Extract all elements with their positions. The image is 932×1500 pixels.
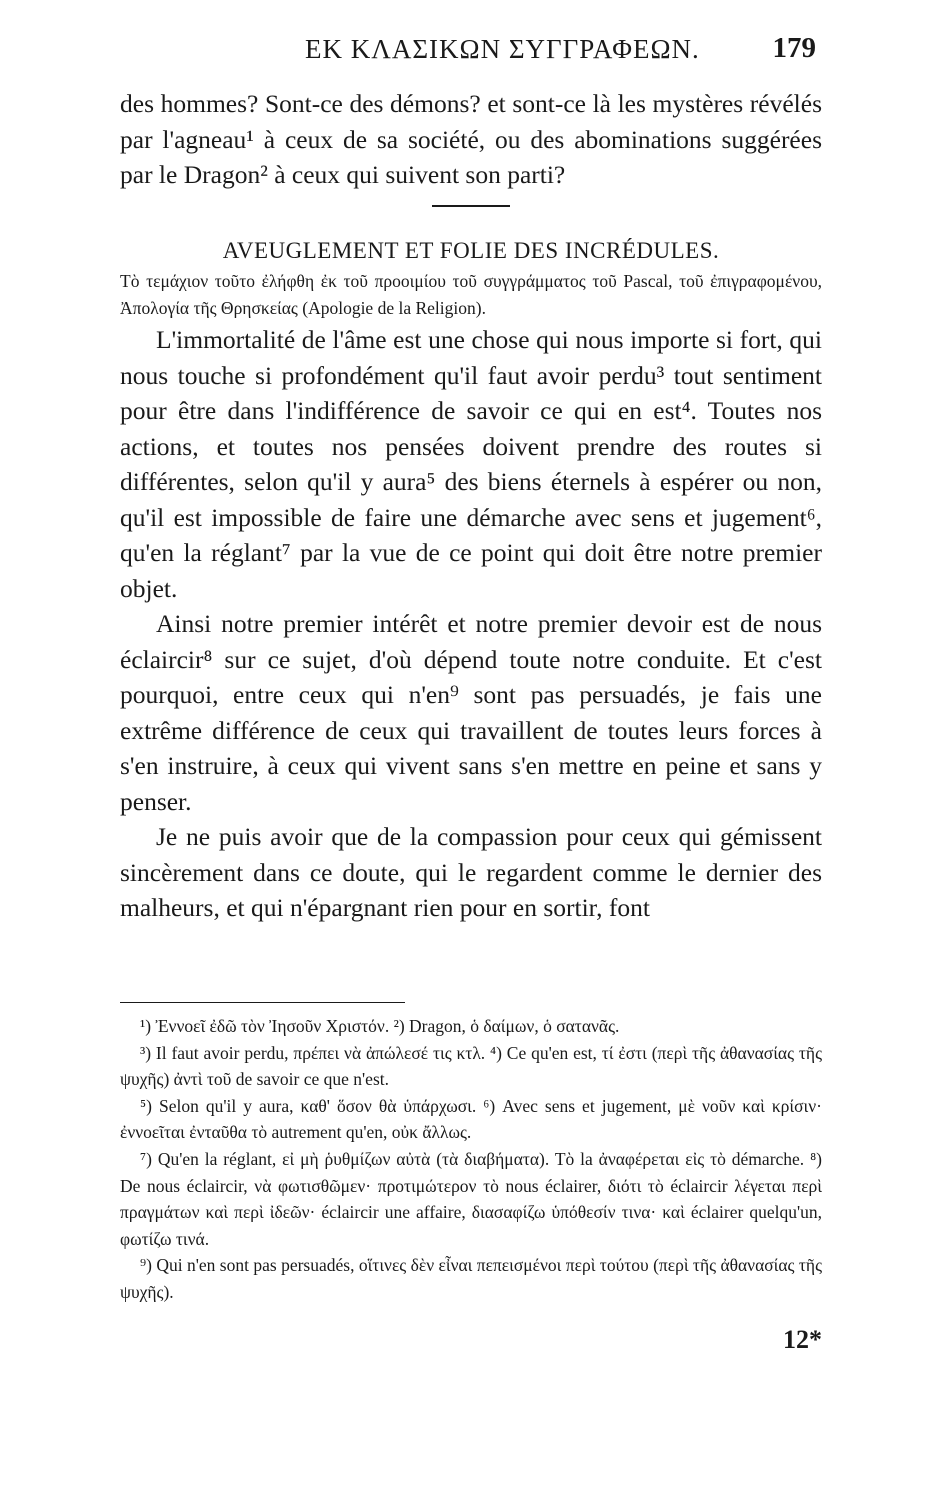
- footnotes: [120, 1013, 822, 1306]
- footnote: ¹) Ἐννοεῖ ἐδῶ τὸν Ἰησοῦν Χριστόν. ²) Dragon, ὁ δαίμων, ὁ σατανᾶς.: [140, 1016, 620, 1036]
- paragraph: Ainsi notre premier intérêt et notre premier devoir est de nous éclaircir⁸ sur ce sujet, d'où dépend toute notre conduite. Et c'est pourquoi, entre ceux qui n'en⁹ sont pas persuadés, je fais une extrême différence de ceux qui travaillent de toutes leurs forces à s'en instruire, à ceux qui vivent sans s'en mettre en peine et sans y penser.: [120, 609, 822, 816]
- page-number: 179: [772, 32, 816, 64]
- footnote: ⁹) Qui n'en sont pas persuadés, οἵτινες δὲν εἶναι πεπεισμένοι περὶ τούτου (περὶ τῆς ἀθανασίας τῆς ψυχῆς).: [120, 1255, 822, 1302]
- footnote-divider: [120, 1002, 405, 1003]
- footnote: ³) Il faut avoir perdu, πρέπει νὰ ἀπώλεσέ τις κτλ. ⁴) Ce qu'en est, τί ἐστι (περὶ τῆς ἀθανασίας τῆς ψυχῆς) ἀντὶ τοῦ de savoir ce que n'est.: [120, 1042, 822, 1090]
- section-heading: AVEUGLEMENT ET FOLIE DES INCRÉDULES.: [222, 237, 720, 263]
- opening-paragraph: des hommes? Sont-ce des démons? et sont-ce là les mystères révélés par l'agneau¹ à ceux de sa société, ou des abominations suggérées par le Dragon² à ceux qui suivent son parti?: [120, 89, 822, 189]
- signature-mark: 12*: [783, 1325, 822, 1354]
- paragraph: L'immortalité de l'âme est une chose qui nous importe si fort, qui nous touche si profondément qu'il faut avoir perdu³ tout sentiment pour être dans l'indifférence de savoir ce qui en est⁴. Toutes nos actions, et toutes nos pensées doivent prendre des routes si différentes, selon qu'il y aura⁵ des biens éternels à espérer ou non, qu'il est impossible de faire une démarche avec sens et jugement⁶, qu'en la réglant⁷ par la vue de ce point qui doit être notre premier objet.: [120, 325, 822, 603]
- section-divider: [432, 205, 510, 207]
- footnote: ⁵) Selon qu'il y aura, καθ' ὅσον θὰ ὑπάρχωσι. ⁶) Avec sens et jugement, μὲ νοῦν καὶ κρίσιν· ἐννοεῖται ἐνταῦθα τὸ autrement qu'en, οὐκ ἄλλως.: [120, 1095, 822, 1143]
- running-head: [120, 34, 820, 74]
- section-intro: Τὸ τεμάχιον τοῦτο ἐλήφθη ἐκ τοῦ προοιμίου τοῦ συγγράμματος τοῦ Pascal, τοῦ ἐπιγραφομένου, Ἀπολογία τῆς Θρησκείας (Apologie de la Religion).: [120, 271, 822, 318]
- paragraph: Je ne puis avoir que de la compassion pour ceux qui gémissent sincèrement dans ce doute, qui le regardent comme le dernier des malheurs, et qui n'épargnant rien pour en sortir, font: [120, 822, 822, 922]
- main-text: [120, 86, 822, 926]
- running-head-title: ΕΚ ΚΛΑΣΙΚΩΝ ΣΥΓΓΡΑΦΕΩΝ.: [305, 34, 700, 64]
- footnote: ⁷) Qu'en la réglant, εἰ μὴ ῥυθμίζων αὐτὰ (τὰ διαβήματα). Τὸ la ἀναφέρεται εἰς τὸ démarche. ⁸) De nous éclaircir, νὰ φωτισθῶμεν· προτιμώτερον τὸ nous éclairer, διότι τὸ éclaircir λέγεται περὶ πραγμάτων καὶ περὶ ἰδεῶν· éclaircir une affaire, διασαφίζω ὑπόθεσίν τινα· καὶ éclairer quelqu'un, φωτίζω τινά.: [120, 1148, 822, 1249]
